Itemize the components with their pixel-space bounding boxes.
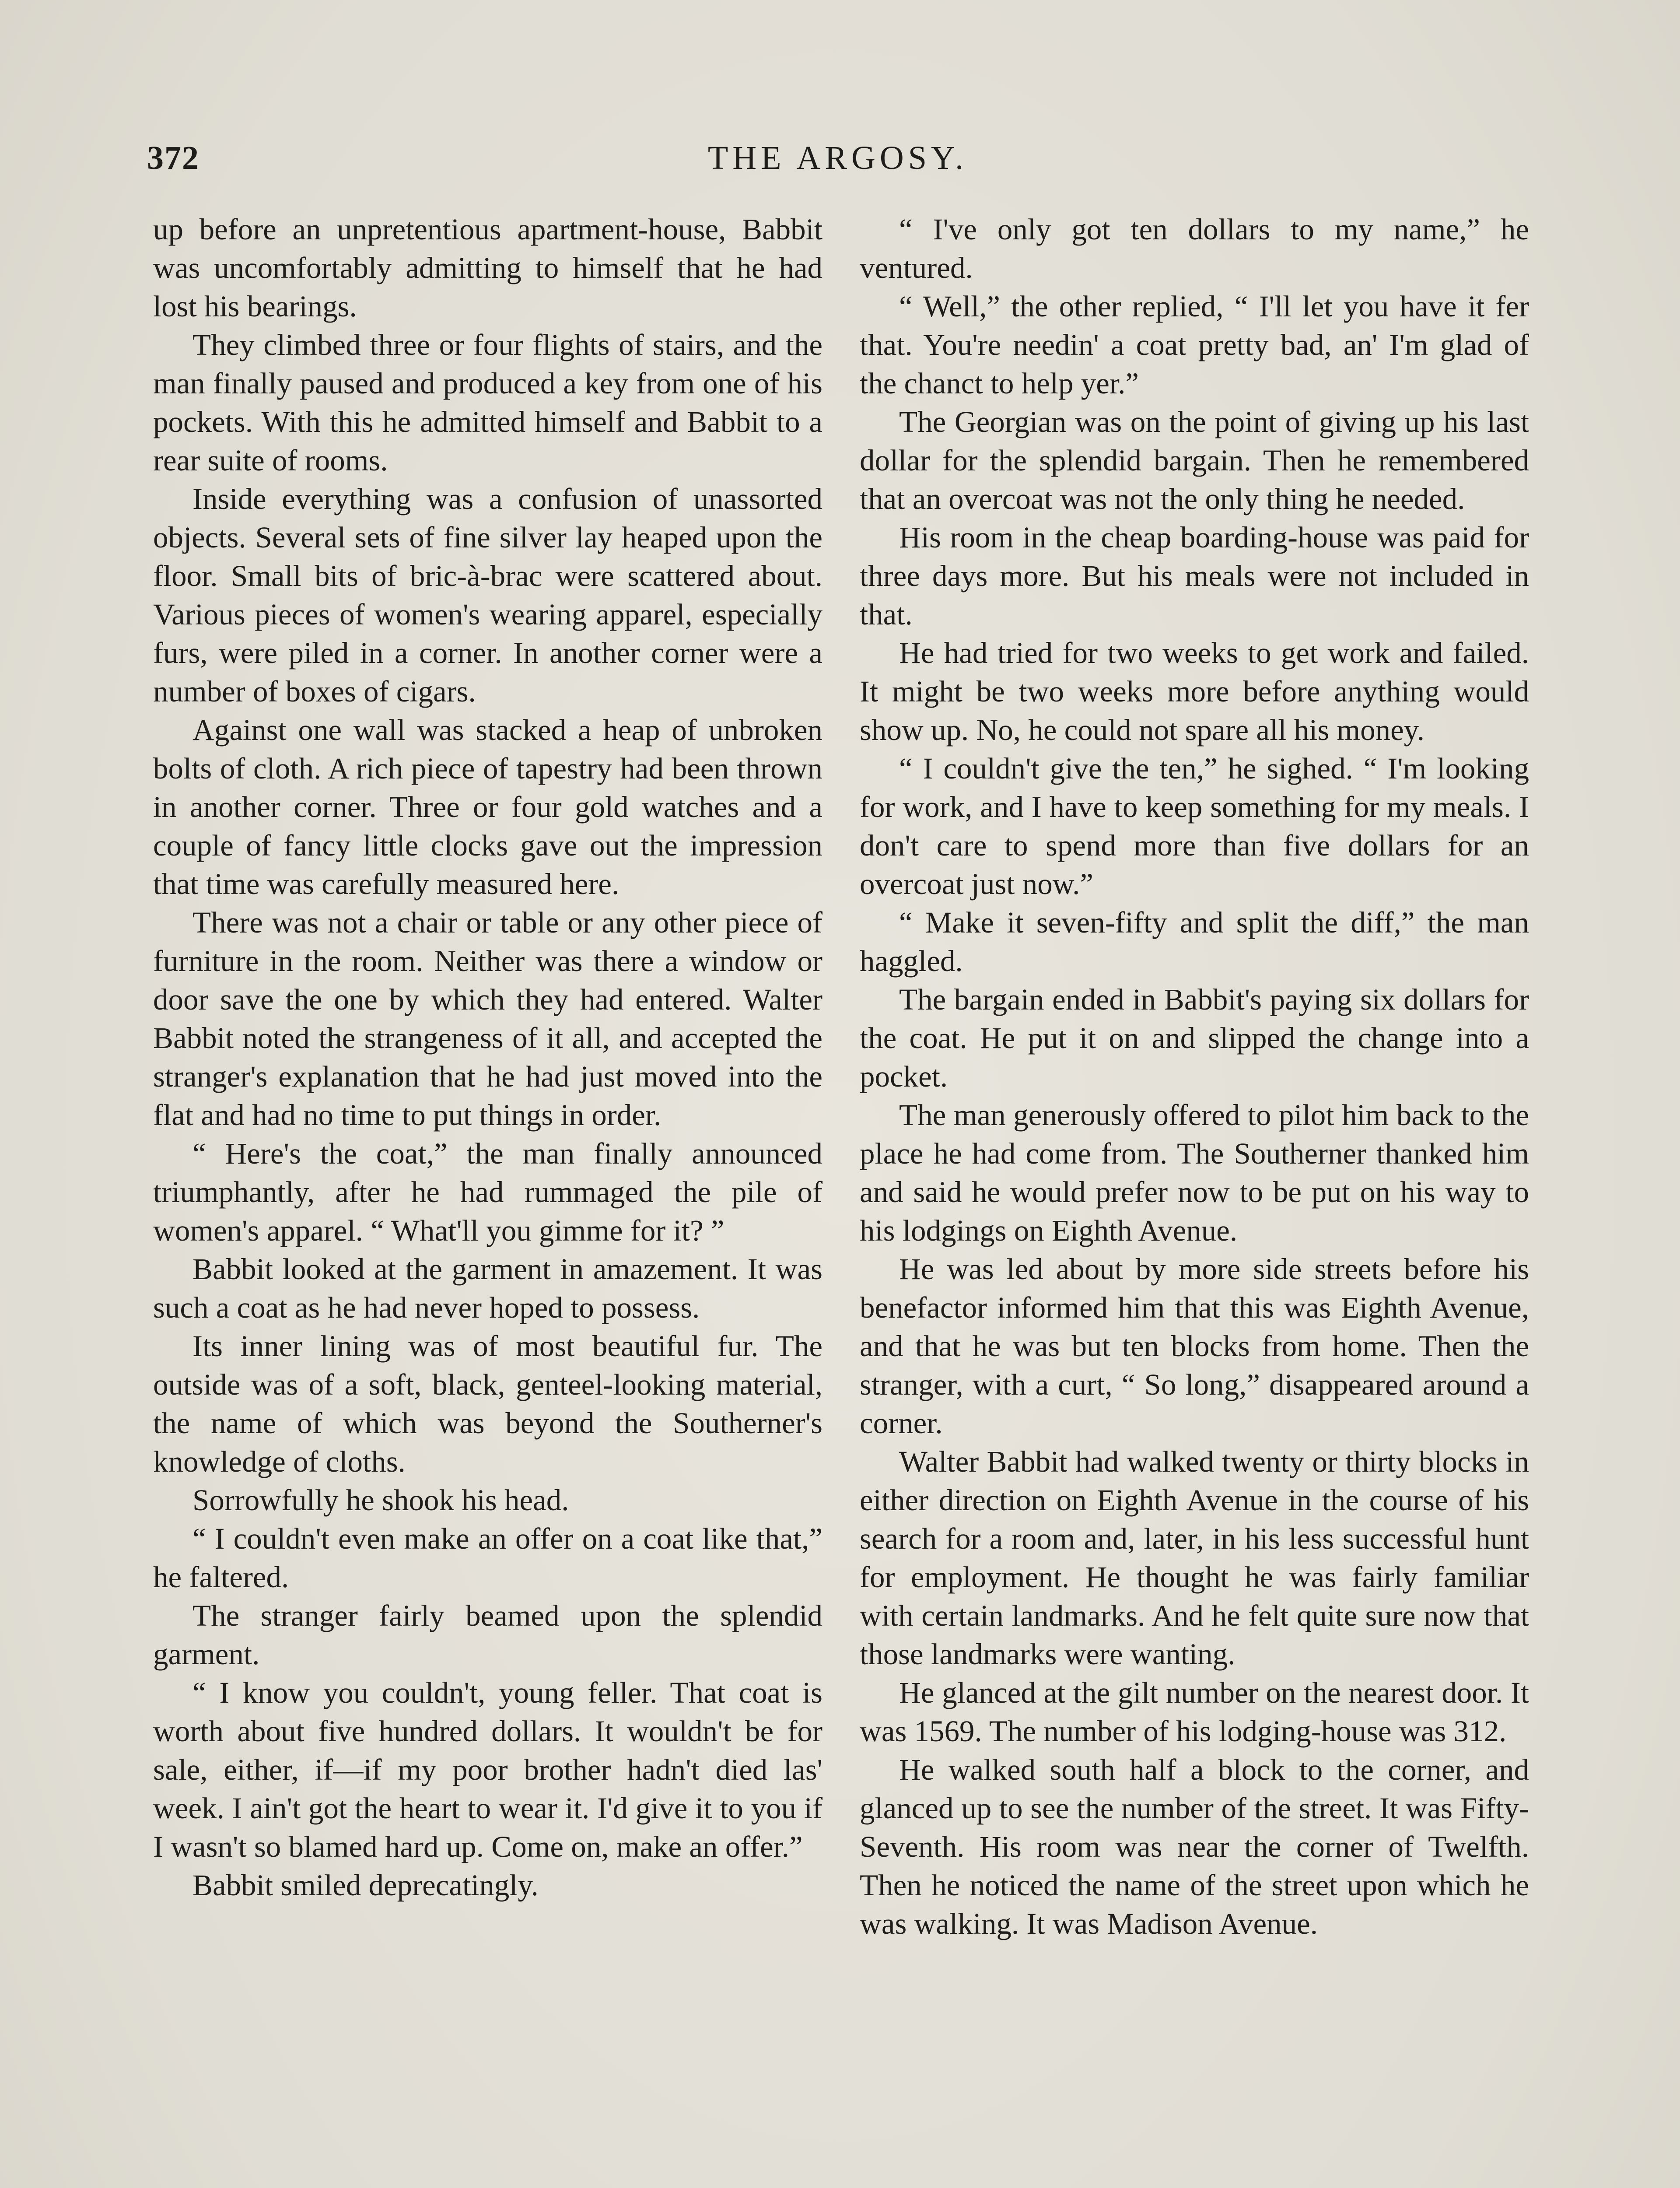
paragraph: They climbed three or four flights of stairs, and the man finally paused and produced a key from one of his pockets. With this he admitted himself and Babbit to a rear suite of rooms. [153, 328, 822, 477]
paragraph: up before an unpretentious apartment-house, Babbit was uncomfortably admitting to himself that he had lost his bearings. [153, 213, 822, 323]
paragraph: He was led about by more side streets before his benefactor informed him that this was Eighth Avenue, and that he was but ten blocks from home. Then the stranger, with a curt, “ So long,” disappeared around a corner. [860, 1252, 1529, 1440]
paragraph: His room in the cheap boarding-house was paid for three days more. But his meals were not included in that. [860, 521, 1529, 631]
paragraph: Its inner lining was of most beautiful fur. The outside was of a soft, black, genteel-looking material, the name of which was beyond the Southerner's knowledge of cloths. [153, 1329, 822, 1478]
paragraph: The man generously offered to pilot him back to the place he had come from. The Southerner thanked him and said he would prefer now to be put on his way to his lodgings on Eighth Avenue. [860, 1098, 1529, 1247]
left-text-column [153, 210, 822, 1904]
page-header [147, 139, 1529, 179]
right-text-column [860, 210, 1529, 1943]
paragraph: Walter Babbit had walked twenty or thirty blocks in either direction on Eighth Avenue in the course of his search for a room and, later, in his less successful hunt for employment. He thought he was fairly familiar with certain landmarks. And he felt quite sure now that those landmarks were wanting. [860, 1445, 1529, 1671]
paragraph: The bargain ended in Babbit's paying six dollars for the coat. He put it on and slipped the change into a pocket. [860, 983, 1529, 1093]
paragraph: “ I know you couldn't, young feller. That coat is worth about five hundred dollars. It wouldn't be for sale, either, if—if my poor brother hadn't died las' week. I ain't got the heart to wear it. I'd give it to you if I wasn't so blamed hard up. Come on, make an offer.” [153, 1676, 822, 1863]
paragraph: “ Here's the coat,” the man finally announced triumphantly, after he had rummaged the pile of women's apparel. “ What'll you gimme for it? ” [153, 1137, 822, 1247]
paragraph: He walked south half a block to the corner, and glanced up to see the number of the street. It was Fifty-Seventh. His room was near the corner of Twelfth. Then he noticed the name of the street upon which he was walking. It was Madison Avenue. [860, 1753, 1529, 1940]
page-number: 372 [147, 140, 200, 176]
paragraph: He glanced at the gilt number on the nearest door. It was 1569. The number of his lodging-house was 312. [860, 1676, 1529, 1748]
paragraph: Against one wall was stacked a heap of unbroken bolts of cloth. A rich piece of tapestry had been thrown in another corner. Three or four gold watches and a couple of fancy little clocks gave out the impression that time was carefully measured here. [153, 713, 822, 901]
paragraph: “ I've only got ten dollars to my name,” he ventured. [860, 213, 1529, 284]
paragraph: Babbit smiled deprecatingly. [192, 1869, 539, 1902]
paragraph: There was not a chair or table or any other piece of furniture in the room. Neither was there a window or door save the one by which they had entered. Walter Babbit noted the strangeness of it all, and accepted the stranger's explanation that he had just moved into the flat and had no time to put things in order. [153, 906, 822, 1132]
paragraph: Babbit looked at the garment in amazement. It was such a coat as he had never hoped to possess. [153, 1252, 822, 1324]
paragraph: The stranger fairly beamed upon the splendid garment. [153, 1599, 822, 1671]
paragraph: Inside everything was a confusion of unassorted objects. Several sets of fine silver lay heaped upon the floor. Small bits of bric-à-brac were scattered about. Various pieces of women's wearing apparel, especially furs, were piled in a corner. In another corner were a number of boxes of cigars. [153, 482, 822, 708]
paragraph: “ Make it seven-fifty and split the diff,” the man haggled. [860, 906, 1529, 978]
paragraph: “ I couldn't even make an offer on a coat like that,” he faltered. [153, 1522, 822, 1594]
running-head-title: THE ARGOSY. [707, 140, 968, 176]
paragraph: The Georgian was on the point of giving up his last dollar for the splendid bargain. Then he remembered that an overcoat was not the only thing he needed. [860, 405, 1529, 515]
paragraph: “ I couldn't give the ten,” he sighed. “ I'm looking for work, and I have to keep something for my meals. I don't care to spend more than five dollars for an overcoat just now.” [860, 752, 1529, 901]
paragraph: Sorrowfully he shook his head. [192, 1483, 569, 1517]
paragraph: He had tried for two weeks to get work and failed. It might be two weeks more before anything would show up. No, he could not spare all his money. [860, 636, 1529, 747]
paragraph: “ Well,” the other replied, “ I'll let you have it fer that. You're needin' a coat pretty bad, an' I'm glad of the chanct to help yer.” [860, 290, 1529, 400]
